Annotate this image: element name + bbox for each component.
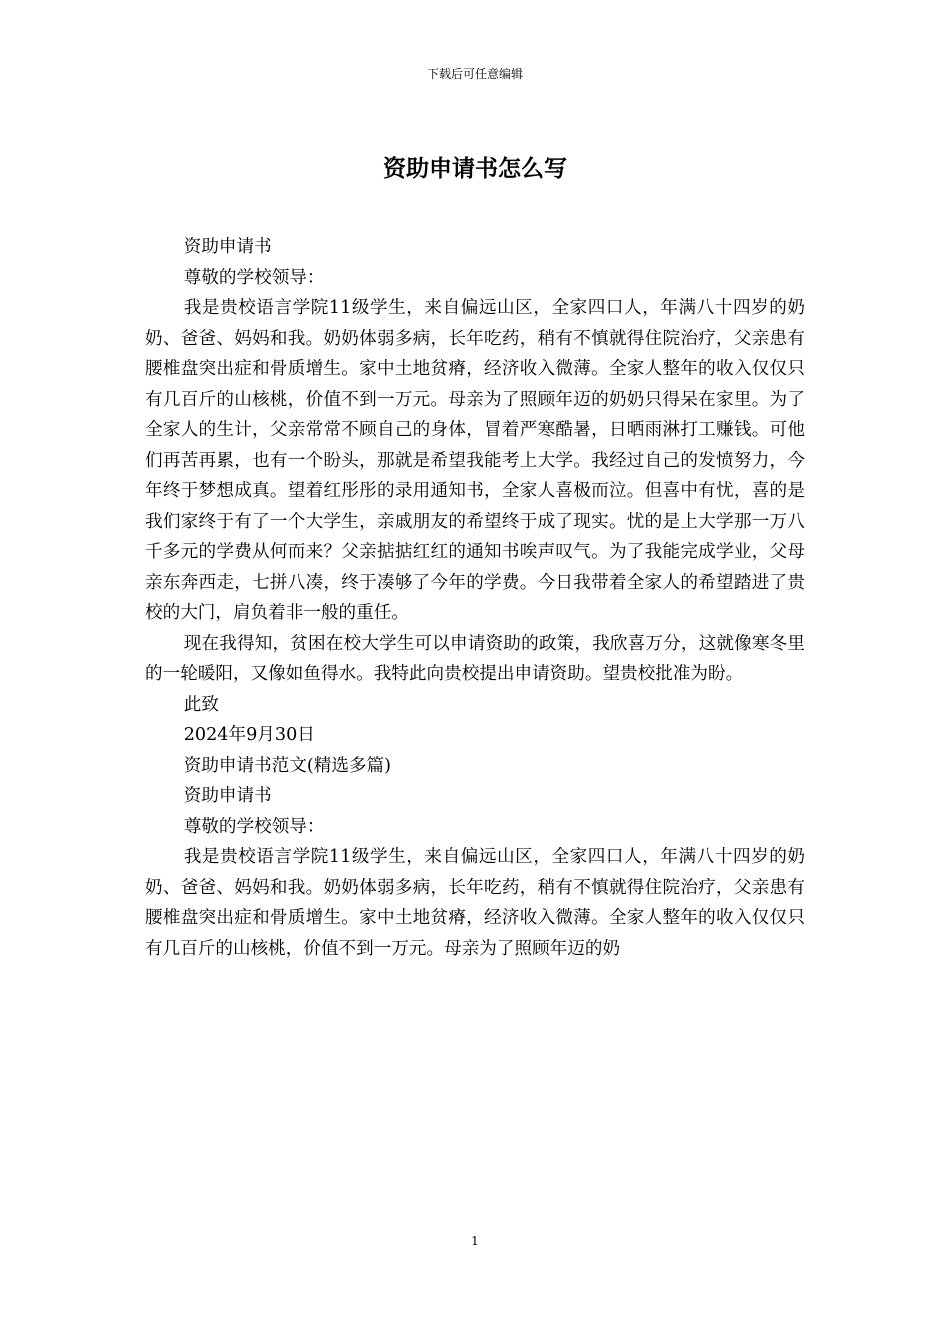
paragraph-date: 2024年9月30日 <box>183 725 315 745</box>
paragraph-salutation: 尊敬的学校领导： <box>183 816 325 837</box>
paragraph-salutation: 尊敬的学校领导： <box>183 267 325 288</box>
paragraph-heading: 资助申请书 <box>183 237 272 257</box>
page-header: 下载后可任意编辑 <box>426 67 523 81</box>
paragraph-closing: 此致 <box>183 694 219 715</box>
page-number: 1 <box>471 1234 479 1248</box>
paragraph-body: 现在我得知，贫困在校大学生可以申请资助的政策，我欣喜万分，这就像寒冬里的一轮暖阳，又像如鱼得水。我特此向贵校提出申请资助。望贵校批准为盼。 <box>145 633 805 684</box>
paragraph-body: 我是贵校语言学院11级学生，来自偏远山区，全家四口人，年满八十四岁的奶奶、爸爸、妈妈和我。奶奶体弱多病，长年吃药，稍有不慎就得住院治疗，父亲患有腰椎盘突出症和骨质增生。家中土地贫瘠，经济收入微薄。全家人整年的收入仅仅只有几百斤的山核桃，价值不到一万元。母亲为了照顾年迈的奶 <box>145 847 805 959</box>
paragraph-body: 我是贵校语言学院11级学生，来自偏远山区，全家四口人，年满八十四岁的奶奶、爸爸、妈妈和我。奶奶体弱多病，长年吃药，稍有不慎就得住院治疗，父亲患有腰椎盘突出症和骨质增生。家中土地贫瘠，经济收入微薄。全家人整年的收入仅仅只有几百斤的山核桃，价值不到一万元。母亲为了照顾年迈的奶奶只得呆在家里。为了全家人的生计，父亲常常不顾自己的身体，冒着严寒酷暑，日晒雨淋打工赚钱。可他们再苦再累，也有一个盼头，那就是希望我能考上大学。我经过自己的发愤努力，今年终于梦想成真。望着红彤彤的录用通知书，全家人喜极而泣。但喜中有忧，喜的是我们家终于有了一个大学生，亲戚朋友的希望终于成了现实。忧的是上大学那一万八千多元的学费从何而来？父亲掂掂红红的通知书唉声叹气。为了我能完成学业，父母亲东奔西走，七拼八凑，终于凑够了今年的学费。今日我带着全家人的希望踏进了贵校的大门，肩负着非一般的重任。 <box>145 298 805 623</box>
document-title: 资助申请书怎么写 <box>383 155 567 182</box>
paragraph-heading: 资助申请书 <box>183 786 272 806</box>
document-body <box>145 232 805 964</box>
paragraph-section-title: 资助申请书范文(精选多篇) <box>183 755 391 776</box>
